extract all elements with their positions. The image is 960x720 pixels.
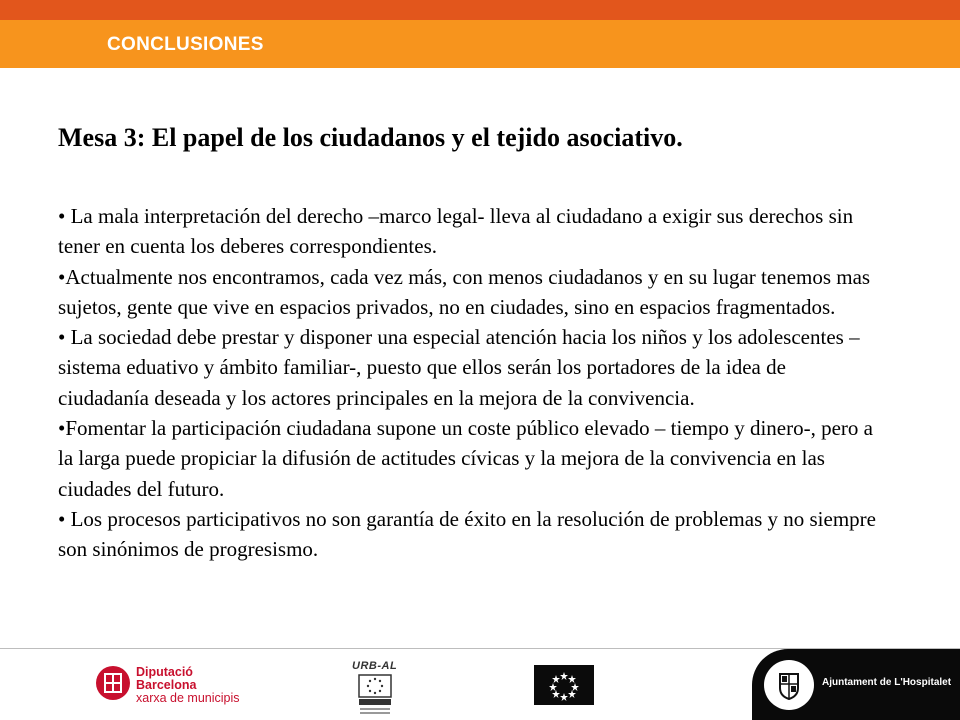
section-title: CONCLUSIONES	[107, 34, 264, 55]
europeaid-icon	[358, 674, 392, 716]
urbal-title: URB-AL	[352, 660, 398, 672]
diputacio-emblem-icon	[96, 666, 130, 700]
eu-flag-icon	[534, 665, 594, 705]
bullet-item: • La mala interpretación del derecho –marco legal- lleva al ciudadano a exigir sus derechos sin tener en cuenta los deberes correspondientes.	[58, 204, 854, 259]
bullet-item: •Fomentar la participación ciudadana supone un coste público elevado – tiempo y dinero-, pero a la larga puede propiciar la difusión de actitudes cívicas y la mejora de la convivencia en las ciudades del futuro.	[58, 416, 874, 501]
diputacio-city: Barcelona	[136, 678, 197, 692]
bullet-item: •Actualmente nos encontramos, cada vez más, con menos ciudadanos y en su lugar tenemos mas sujetos, gente que vive en espacios privados, no en ciudades, sino en espacios fragmentados.	[58, 264, 871, 319]
slide-title: Mesa 3: El papel de los ciudadanos y el tejido asociativo.	[58, 123, 683, 152]
ajuntament-name: Ajuntament de L'Hospitalet	[822, 677, 952, 688]
ajuntament-hospitalet-logo	[752, 649, 960, 720]
bullet-item: • Los procesos participativos no son garantía de éxito en la resolución de problemas y no siempre son sinónimos de progresismo.	[58, 506, 876, 562]
bullet-item: • La sociedad debe prestar y disponer una especial atención hacia los niños y los adolescentes –sistema eduativo y ámbito familiar-, puesto que ellos serán los portadores de la idea de ciudadanía deseada y los actores principales en la mejora de la convivencia.	[58, 325, 860, 410]
header-top-strip	[0, 0, 960, 20]
diputacio-barcelona-logo	[92, 660, 252, 706]
conclusions-list	[58, 201, 878, 565]
urbal-logo	[348, 660, 408, 720]
ajuntament-emblem-icon	[764, 660, 814, 710]
diputacio-subtitle: xarxa de municipis	[136, 691, 240, 705]
diputacio-name: Diputació	[136, 665, 193, 679]
